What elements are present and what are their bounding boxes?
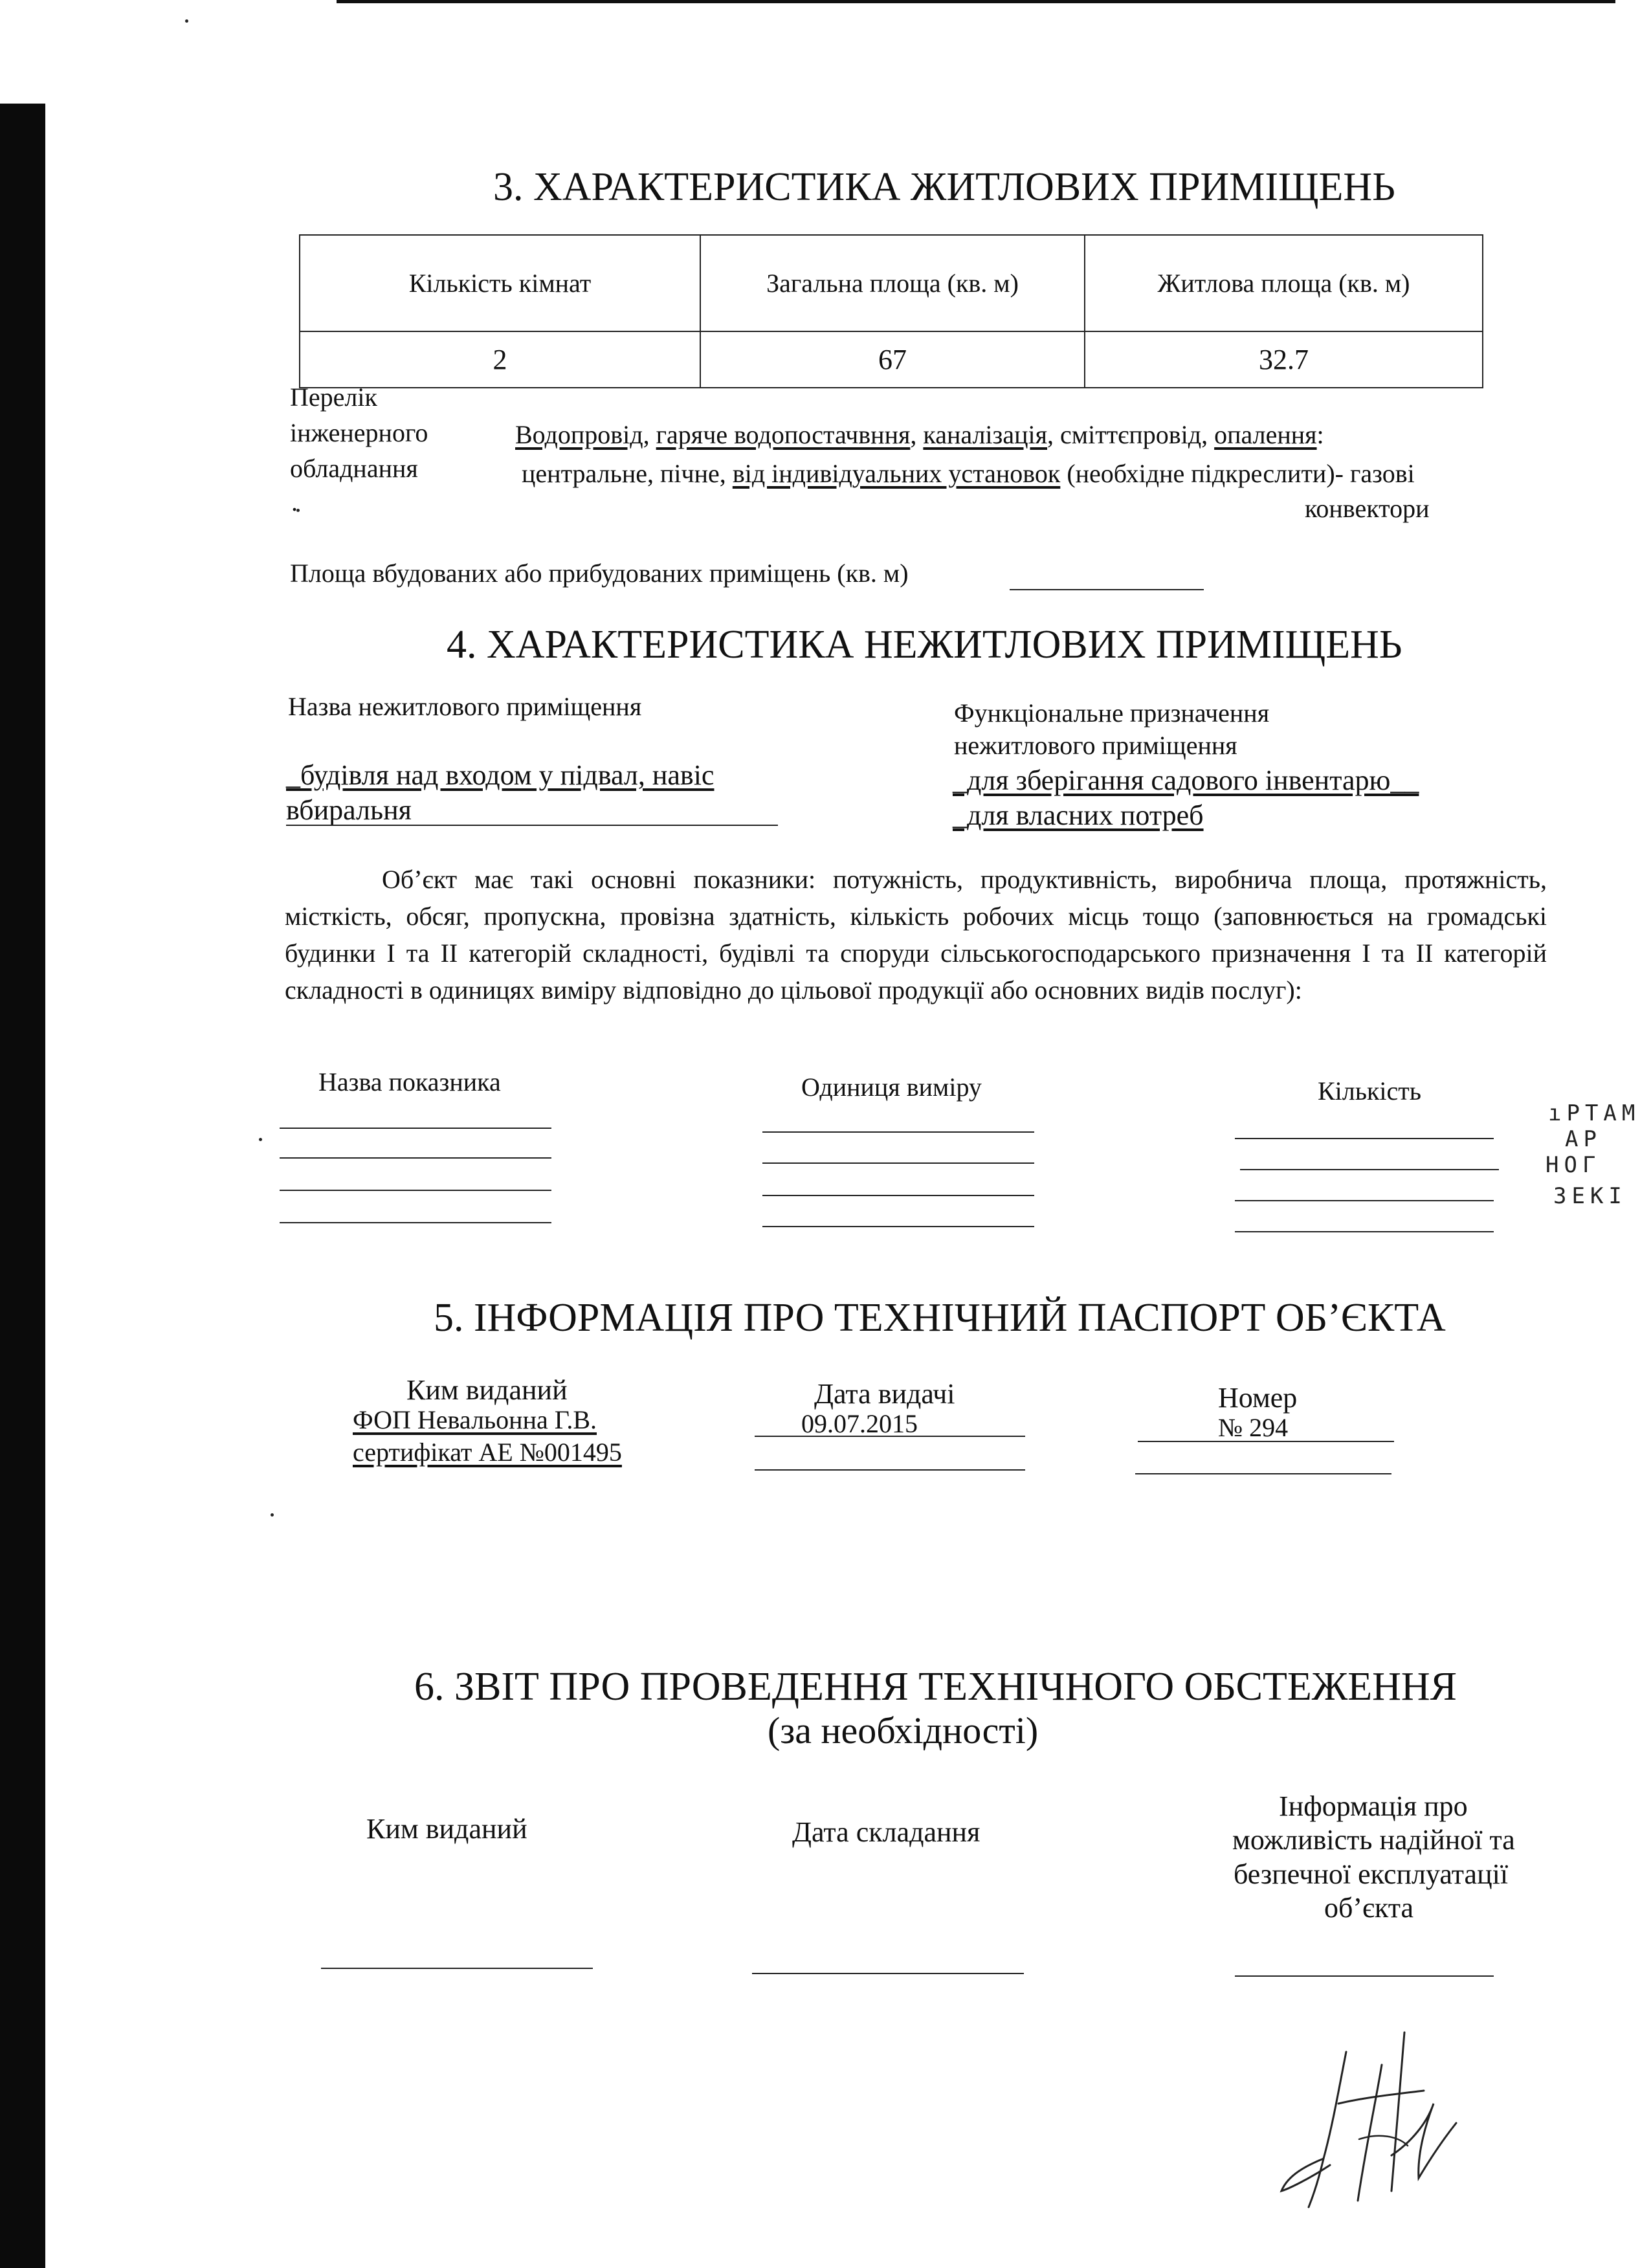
indicator-unit-header: Одиниця виміру: [801, 1073, 982, 1102]
purpose-value-1: _для зберігання садового інвентарю__: [953, 764, 1419, 796]
stray-dot: .: [291, 487, 298, 517]
section6-subtitle: (за необхідності): [768, 1709, 1039, 1751]
report-date-blank: [752, 1973, 1024, 1974]
equipment-line-3: конвектори: [1305, 494, 1430, 523]
rooms-count-value: 2: [300, 331, 700, 388]
passport-number-blank: [1135, 1473, 1391, 1474]
scan-border-shadow: [0, 104, 45, 2268]
indicator-quantity-header: Кількість: [1318, 1076, 1422, 1106]
indicator-unit-blank: [762, 1226, 1034, 1227]
passport-number-label: Номер: [1218, 1382, 1298, 1414]
passport-issued-by-label: Ким виданий: [406, 1374, 568, 1406]
name-value-underline: [286, 825, 778, 826]
issue-date-blank: [755, 1469, 1025, 1471]
passport-number-value: № 294: [1218, 1413, 1289, 1442]
equipment-line-1: Водопровід, гаряче водопостачвння, каналізація, сміттєпровід, опалення:: [515, 420, 1324, 449]
report-issued-by-label: Ким виданий: [366, 1813, 527, 1845]
built-in-area-label: Площа вбудованих або прибудованих приміщень (кв. м): [290, 559, 909, 588]
report-info-label-3: безпечної експлуатації: [1234, 1858, 1509, 1890]
report-info-label-4: об’єкта: [1324, 1892, 1414, 1924]
equipment-line-2: центральне, пічне, від індивідуальних установок (необхідне підкреслити)- газові: [522, 459, 1415, 488]
scan-speck: [271, 1513, 274, 1517]
scan-top-edge: [337, 0, 1615, 3]
section4-title: 4. ХАРАКТЕРИСТИКА НЕЖИТЛОВИХ ПРИМІЩЕНЬ: [447, 623, 1402, 667]
purpose-label-1: Функціональне призначення: [954, 698, 1270, 728]
report-date-label: Дата складання: [792, 1816, 981, 1848]
equipment-label-1: Перелік: [290, 383, 377, 412]
scan-speck: [259, 1138, 262, 1141]
equipment-label-2: інженерного: [290, 418, 428, 447]
report-issued-by-blank: [321, 1968, 593, 1969]
total-area-value: 67: [700, 331, 1085, 388]
section5-title: 5. ІНФОРМАЦІЯ ПРО ТЕХНІЧНИЙ ПАСПОРТ ОБ’ЄКТА: [434, 1296, 1446, 1340]
passport-issue-date-value: 09.07.2015: [801, 1409, 918, 1438]
indicator-unit-blank: [762, 1131, 1034, 1133]
indicator-unit-blank: [762, 1162, 1034, 1164]
indicator-name-blank: [280, 1190, 551, 1191]
report-info-blank: [1235, 1975, 1494, 1977]
section3-title: 3. ХАРАКТЕРИСТИКА ЖИТЛОВИХ ПРИМІЩЕНЬ: [493, 165, 1395, 209]
indicator-name-header: Назва показника: [318, 1067, 501, 1096]
indicator-name-blank: [280, 1128, 551, 1129]
issue-date-underline: [755, 1436, 1025, 1437]
section6-title: 6. ЗВІТ ПРО ПРОВЕДЕННЯ ТЕХНІЧНОГО ОБСТЕЖЕННЯ: [414, 1665, 1457, 1709]
col-header-rooms: Кількість кімнат: [300, 235, 700, 331]
passport-certificate-value: сертифікат АЕ №001495: [353, 1438, 622, 1467]
report-info-label-2: можливість надійної та: [1232, 1824, 1515, 1856]
passport-issue-date-label: Дата видачі: [814, 1378, 955, 1410]
nonresidential-name-value-2: вбиральня: [286, 794, 412, 826]
indicator-quantity-blank: [1235, 1138, 1494, 1139]
indicator-unit-blank: [762, 1195, 1034, 1196]
heating-text: опалення: [1214, 420, 1317, 449]
indicator-name-blank: [280, 1157, 551, 1159]
col-header-living-area: Житлова площа (кв. м): [1085, 235, 1483, 331]
col-header-total-area: Загальна площа (кв. м): [700, 235, 1085, 331]
report-info-label-1: Інформація про: [1279, 1790, 1468, 1822]
nonresidential-name-value-1: _будівля над входом у підвал, навіс: [286, 759, 715, 791]
hot-water-text: гаряче водопостачвння: [656, 420, 911, 449]
passport-issuer-value: ФОП Невальонна Г.В.: [353, 1405, 597, 1434]
table-row: [300, 331, 1483, 388]
indicator-quantity-blank: [1235, 1231, 1494, 1232]
passport-number-underline: [1138, 1441, 1394, 1442]
stamp-fragment-line: НОГ: [1546, 1152, 1601, 1178]
built-in-area-blank: [1010, 589, 1204, 590]
purpose-label-2: нежитлового приміщення: [954, 731, 1237, 760]
stamp-fragment-line: АР: [1565, 1126, 1602, 1152]
indicator-quantity-blank: [1240, 1169, 1499, 1170]
nonresidential-name-label: Назва нежитлового приміщення: [288, 692, 642, 721]
indicators-description: Об’єкт має такі основні показники: потужність, продуктивність, виробнича площа, протяжність, місткість, обсяг, пропускна, провізна здатність, кількість робочих місць тощо (заповнюється на громадські будинки І та ІІ категорій складності, будівлі та споруди сільськогосподарського призначення І та ІІ категорій складності в одиницях виміру відповідно до цільової продукції або основних видів послуг):: [285, 865, 1547, 1005]
water-supply-text: Водопровід: [515, 420, 643, 449]
living-area-value: 32.7: [1085, 331, 1483, 388]
table-header-row: [300, 235, 1483, 331]
handwritten-signature: [1269, 2026, 1489, 2214]
sewerage-text: каналізація: [923, 420, 1048, 449]
indicator-name-blank: [280, 1222, 551, 1223]
equipment-label-3: обладнання: [290, 454, 418, 483]
individual-units-text: від індивідуальних установок: [732, 459, 1061, 488]
stamp-fragment-line: ЗЕКІ: [1553, 1183, 1627, 1209]
indicator-quantity-blank: [1235, 1200, 1494, 1201]
purpose-value-2: _для власних потреб: [953, 799, 1204, 831]
living-rooms-table: [299, 234, 1483, 388]
scan-speck: [185, 19, 188, 23]
stamp-fragment-line: ıРТАМ: [1548, 1100, 1640, 1126]
